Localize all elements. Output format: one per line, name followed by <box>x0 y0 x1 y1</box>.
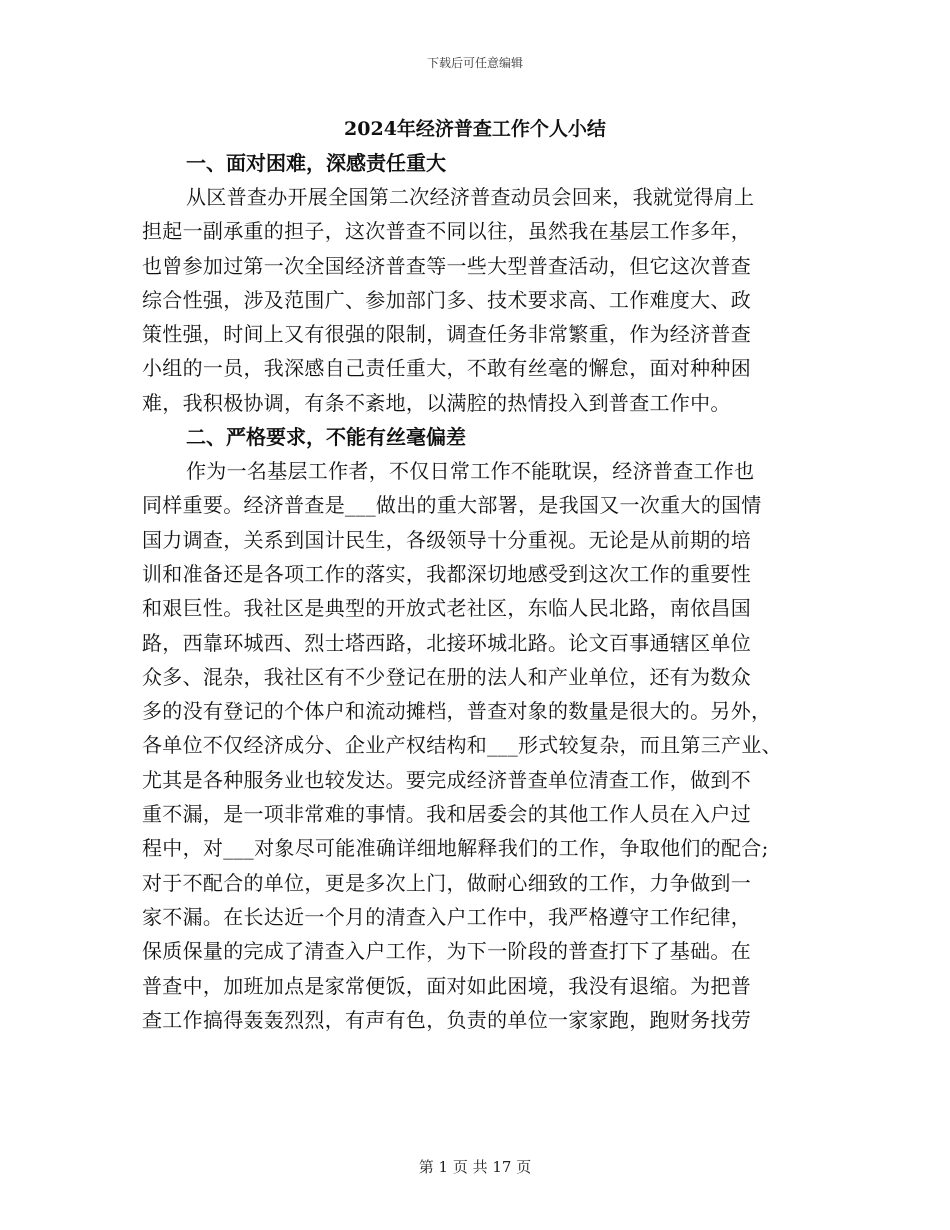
header-note: 下载后可任意编辑 <box>426 56 523 70</box>
page-number-footer: 第 1 页 共 17 页 <box>418 1158 532 1176</box>
paragraph-line: 尤其是各种服务业也较发达。要完成经济普查单位清查工作，做到不 <box>142 767 751 792</box>
paragraph-line: 家不漏。在长达近一个月的清查入户工作中，我严格遵守工作纪律， <box>142 904 751 929</box>
paragraph-line: 普查中，加班加点是家常便饭，面对如此困境，我没有退缩。为把普 <box>142 973 751 998</box>
paragraph-line: 从区普查办开展全国第二次经济普查动员会回来，我就觉得肩上 <box>186 185 755 209</box>
paragraph-line: 同样重要。经济普查是___做出的重大部署，是我国又一次重大的国情 <box>142 493 762 518</box>
paragraph-line: 众多、混杂，我社区有不少登记在册的法人和产业单位，还有为数众 <box>142 664 751 689</box>
paragraph-line: 路，西靠环城西、烈士塔西路，北接环城北路。论文百事通辖区单位 <box>142 630 751 655</box>
paragraph-line: 策性强，时间上又有很强的限制，调查任务非常繁重，作为经济普查 <box>142 322 751 347</box>
paragraph-line: 查工作搞得轰轰烈烈，有声有色，负责的单位一家家跑，跑财务找劳 <box>142 1007 751 1032</box>
paragraph-line: 和艰巨性。我社区是典型的开放式老社区，东临人民北路，南依昌国 <box>142 596 751 621</box>
paragraph-line: 国力调查，关系到国计民生，各级领导十分重视。无论是从前期的培 <box>142 527 751 552</box>
paragraph-line: 各单位不仅经济成分、企业产权结构和___形式较复杂，而且第三产业、 <box>142 733 782 758</box>
paragraph-line: 难，我积极协调，有条不紊地，以满腔的热情投入到普查工作中。 <box>142 390 731 415</box>
paragraph-line: 保质保量的完成了清查入户工作，为下一阶段的普查打下了基础。在 <box>142 939 751 964</box>
paragraph-line: 担起一副承重的担子，这次普查不同以往，虽然我在基层工作多年， <box>142 219 751 244</box>
section-heading: 一、面对困难，深感责任重大 <box>186 151 446 175</box>
paragraph-line: 综合性强，涉及范围广、参加部门多、技术要求高、工作难度大、政 <box>142 287 751 312</box>
document-title: 2024年经济普查工作个人小结 <box>344 118 606 140</box>
paragraph-line: 训和准备还是各项工作的落实，我都深切地感受到这次工作的重要性 <box>142 561 751 586</box>
document-body <box>142 146 802 1037</box>
paragraph-line: 小组的一员，我深感自己责任重大，不敢有丝毫的懈怠，面对种种困 <box>142 356 751 381</box>
section-heading: 二、严格要求，不能有丝毫偏差 <box>186 425 466 450</box>
paragraph-line: 程中，对___对象尽可能准确详细地解释我们的工作，争取他们的配合; <box>142 836 769 861</box>
paragraph-line: 作为一名基层工作者，不仅日常工作不能耽误，经济普查工作也 <box>186 459 755 484</box>
paragraph-line: 重不漏，是一项非常难的事情。我和居委会的其他工作人员在入户过 <box>142 802 751 827</box>
paragraph-line: 也曾参加过第一次全国经济普查等一些大型普查活动，但它这次普查 <box>142 253 751 278</box>
paragraph-line: 对于不配合的单位，更是多次上门，做耐心细致的工作，力争做到一 <box>142 870 751 895</box>
paragraph-line: 多的没有登记的个体户和流动摊档，普查对象的数量是很大的。另外， <box>142 699 772 724</box>
